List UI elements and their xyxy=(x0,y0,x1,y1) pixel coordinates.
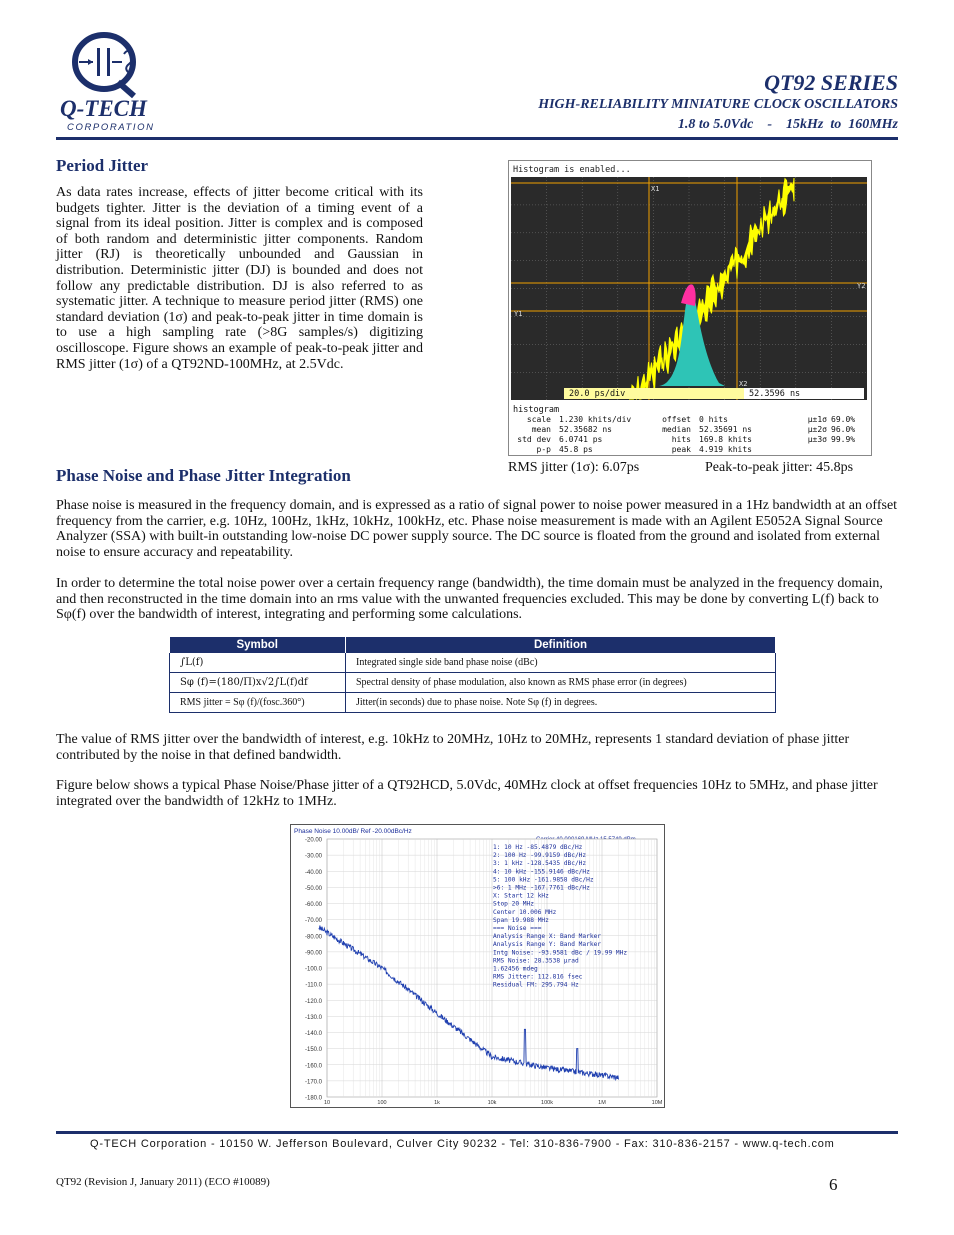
table-header-definition: Definition xyxy=(346,637,776,653)
pn-y-tick: -130.0 xyxy=(304,1014,322,1021)
marker-y1-label: Y1 xyxy=(514,310,523,318)
table-row xyxy=(170,673,776,693)
pn-y-tick: -80.00 xyxy=(304,934,322,941)
scale-label: 20.0 ps/div xyxy=(569,389,626,399)
pn-marker-line: X: Start 12 kHz xyxy=(493,892,549,900)
pn-marker-line: Residual FM: 295.794 Hz xyxy=(493,981,579,989)
table-cell-symbol: Sφ (f)=(180/Π)x√2∫L(f)df xyxy=(170,673,346,693)
table-row xyxy=(170,693,776,713)
stats-cell: offset xyxy=(662,415,691,424)
series-subtitle: HIGH-RELIABILITY MINIATURE CLOCK OSCILLATORS xyxy=(538,97,898,112)
pn-x-tick: 100k xyxy=(541,1100,553,1106)
page-number: 6 xyxy=(829,1175,838,1194)
pn-x-tick: 1M xyxy=(598,1100,606,1106)
marker-x2-label: X2 xyxy=(739,380,748,388)
pn-y-tick: -150.0 xyxy=(304,1047,322,1054)
phase-noise-paragraph-3: The value of RMS jitter over the bandwidth of interest, e.g. 10kHz to 20MHz, 10Hz to 20MHz, represents 1 standard deviation of phase jitter contributed by the noise in that defined bandwidth. xyxy=(56,732,850,763)
footer-revision: QT92 (Revision J, January 2011) (ECO #10089) xyxy=(56,1176,270,1188)
pn-y-tick: -50.00 xyxy=(304,885,322,892)
stats-cell: μ±2σ xyxy=(807,425,827,434)
marker-x1-label: X1 xyxy=(651,185,660,193)
center-label: 52.3596 ns xyxy=(749,389,801,399)
pn-marker-line: 1.62456 mdeg xyxy=(493,965,538,973)
stats-cell: μ±3σ xyxy=(807,435,827,444)
stats-cell: scale xyxy=(526,415,551,424)
phase-noise-paragraph-1: Phase noise is measured in the frequency domain, and is expressed as a ratio of signal power to noise power measured in a 1Hz bandwidth at an offset frequency from the carrier, e.g. 10Hz, 100Hz, 1kHz, 10kHz, 100kHz, etc. Phase noise measurement is made with an Agilent E5052A Signal Source Analyzer (SSA) with built-in outstanding low-noise DC power supply source. The DC source is floated from the ground and isolated from external noise to ensure accuracy and repeatability. xyxy=(56,498,898,560)
pn-x-axis xyxy=(324,1100,663,1106)
pn-marker-line: Span 19.988 MHz xyxy=(493,916,549,924)
pn-x-tick: 1k xyxy=(434,1100,440,1106)
pn-y-tick: -170.0 xyxy=(304,1079,322,1086)
symbol-definition-table xyxy=(169,637,776,713)
stats-cell: std dev xyxy=(517,435,551,444)
pn-marker-line: 1: 10 Hz -85.4879 dBc/Hz xyxy=(493,844,583,851)
pn-marker-line: Analysis Range X: Band Marker xyxy=(493,933,602,941)
logo-corporation: CORPORATION xyxy=(67,122,155,133)
stats-cell: 0 hits xyxy=(699,415,728,424)
header-rule xyxy=(56,137,898,140)
phase-noise-paragraph-4: Figure below shows a typical Phase Noise/Phase jitter of a QT92HCD, 5.0Vdc, 40MHz clock at offset frequencies 10Hz to 5MHz, and phase jitter integrated over the bandwidth of 12kHz to 1MHz. xyxy=(56,778,878,809)
pn-y-tick: -140.0 xyxy=(304,1031,322,1037)
phase-noise-paragraph-2: In order to determine the total noise power over a certain frequency range (bandwidth), the time domain must be analyzed in the frequency domain, and then reconstructed in the time domain into an rms value with the unwanted frequencies excluded. This may be done by converting L(f) back to Sφ(f) over the bandwidth of interest, integrating and performing some calculations. xyxy=(56,576,883,623)
pn-marker-line: >6: 1 MHz -167.7761 dBc/Hz xyxy=(493,884,590,892)
pn-y-tick: -20.00 xyxy=(304,837,322,844)
pn-x-tick: 10M xyxy=(651,1100,663,1106)
stats-cell: p-p xyxy=(536,445,551,454)
pn-marker-line: Analysis Range Y: Band Marker xyxy=(493,941,602,949)
stats-cell: 52.35682 ns xyxy=(559,425,612,434)
rms-jitter-caption: RMS jitter (1σ): 6.07ps xyxy=(508,460,640,475)
pn-y-tick: -60.00 xyxy=(304,902,322,908)
table-row xyxy=(170,653,776,673)
pn-y-axis xyxy=(305,838,323,1102)
pn-y-tick: -110.0 xyxy=(305,982,322,989)
table-cell-definition: Spectral density of phase modulation, also known as RMS phase error (in degrees) xyxy=(346,673,776,693)
stats-cell: mean xyxy=(531,425,551,434)
period-jitter-heading: Period Jitter xyxy=(56,156,149,175)
pn-title: Phase Noise 10.00dB/ Ref -20.00dBc/Hz xyxy=(294,828,412,835)
pn-marker-line: Center 10.006 MHz xyxy=(493,908,557,916)
pn-marker-line: 5: 100 kHz -161.9858 dBc/Hz xyxy=(493,876,594,884)
pn-y-tick: -30.00 xyxy=(304,853,322,860)
table-cell-definition: Jitter(in seconds) due to phase noise. Note Sφ (f) in degrees. xyxy=(346,693,776,713)
stats-cell: median xyxy=(662,425,691,434)
footer-address: Q-TECH Corporation - 10150 W. Jefferson Boulevard, Culver City 90232 - Tel: 310-836-7900 - Fax: 310-836-2157 - www.q-tech.com xyxy=(90,1138,835,1150)
logo-wordmark: Q-TECH xyxy=(60,96,147,121)
pn-marker-line: 4: 10 kHz -155.9146 dBc/Hz xyxy=(493,868,590,876)
stats-cell: 1.230 khits/div xyxy=(559,415,632,424)
series-title: QT92 SERIES xyxy=(764,70,898,95)
stats-cell: 52.35691 ns xyxy=(699,425,752,434)
pn-marker-line: === Noise === xyxy=(493,925,542,932)
pn-y-tick: -160.0 xyxy=(304,1063,322,1070)
stats-cell: 69.0% xyxy=(831,415,856,424)
marker-y2-label: Y2 xyxy=(857,282,866,290)
series-range: 1.8 to 5.0Vdc - 15kHz to 160MHz xyxy=(677,117,898,132)
stats-cell: 169.8 khits xyxy=(699,435,752,444)
period-jitter-paragraph: As data rates increase, effects of jitter become critical with its budgets tighter. Jitter is the deviation of a timing event of a signal from its ideal position. Jitter is complex and is composed of both random and deterministic jitter components. Random jitter (RJ) is theoretically unbounded and Gaussian in distribution. Deterministic jitter (DJ) is bounded and does not follow any predictable distribution. DJ is also referred to as systematic jitter. A technique to measure period jitter (RMS) one standard deviation (1σ) and peak-to-peak jitter in time domain is to use a high sampling rate (>8G samples/s) digitizing oscilloscope. Figure shows an example of peak-to-peak jitter and RMS jitter (1σ) of a QT92ND-100MHz, at 2.5Vdc. xyxy=(56,185,423,372)
stats-cell: 45.8 ps xyxy=(559,445,593,454)
stats-cell: 6.0741 ps xyxy=(559,435,603,444)
footer-rule xyxy=(56,1131,898,1134)
stats-cell: peak xyxy=(671,445,691,454)
stats-cell: 96.0% xyxy=(831,425,856,434)
pn-x-tick: 100 xyxy=(377,1100,387,1106)
pn-marker-line: Stop 20 MHz xyxy=(493,900,534,908)
pn-y-tick: -180.0 xyxy=(304,1095,322,1102)
pn-x-tick: 10 xyxy=(323,1100,331,1106)
pn-marker-line: RMS Jitter: 112.816 fsec xyxy=(493,973,583,981)
stats-title: histogram xyxy=(513,405,560,415)
stats-cell: 99.9% xyxy=(831,435,856,444)
stats-table xyxy=(517,415,855,454)
pn-marker-line: RMS Noise: 28.3538 μrad xyxy=(493,957,579,965)
jitter-histogram-figure xyxy=(508,160,872,456)
pn-y-tick: -90.00 xyxy=(304,950,322,957)
stats-cell: hits xyxy=(671,435,691,444)
table-header-symbol: Symbol xyxy=(170,637,346,653)
phase-noise-heading: Phase Noise and Phase Jitter Integration xyxy=(56,466,351,485)
pn-y-tick: -120.0 xyxy=(304,998,322,1005)
stats-cell: 4.919 khits xyxy=(699,445,752,454)
pn-y-tick: -40.00 xyxy=(304,869,322,876)
table-cell-symbol: ∫L(f) xyxy=(170,653,346,673)
pn-marker-line: Intg Noise: -93.9581 dBc / 19.99 MHz xyxy=(493,949,628,957)
pn-x-tick: 10k xyxy=(487,1100,497,1106)
stats-cell: μ±1σ xyxy=(807,415,827,424)
pn-y-tick: -100.0 xyxy=(304,966,322,973)
table-cell-definition: Integrated single side band phase noise (dBc) xyxy=(346,653,776,673)
peak-jitter-caption: Peak-to-peak jitter: 45.8ps xyxy=(705,460,854,475)
table-cell-symbol: RMS jitter = Sφ (f)/(fosc.360°) xyxy=(170,693,346,713)
pn-marker-line: 2: 100 Hz -99.9159 dBc/Hz xyxy=(493,852,587,860)
histogram-banner: Histogram is enabled... xyxy=(513,165,631,175)
phase-noise-plot xyxy=(290,824,665,1108)
pn-y-tick: -70.00 xyxy=(304,918,322,925)
pn-marker-line: 3: 1 kHz -128.5435 dBc/Hz xyxy=(493,860,587,868)
